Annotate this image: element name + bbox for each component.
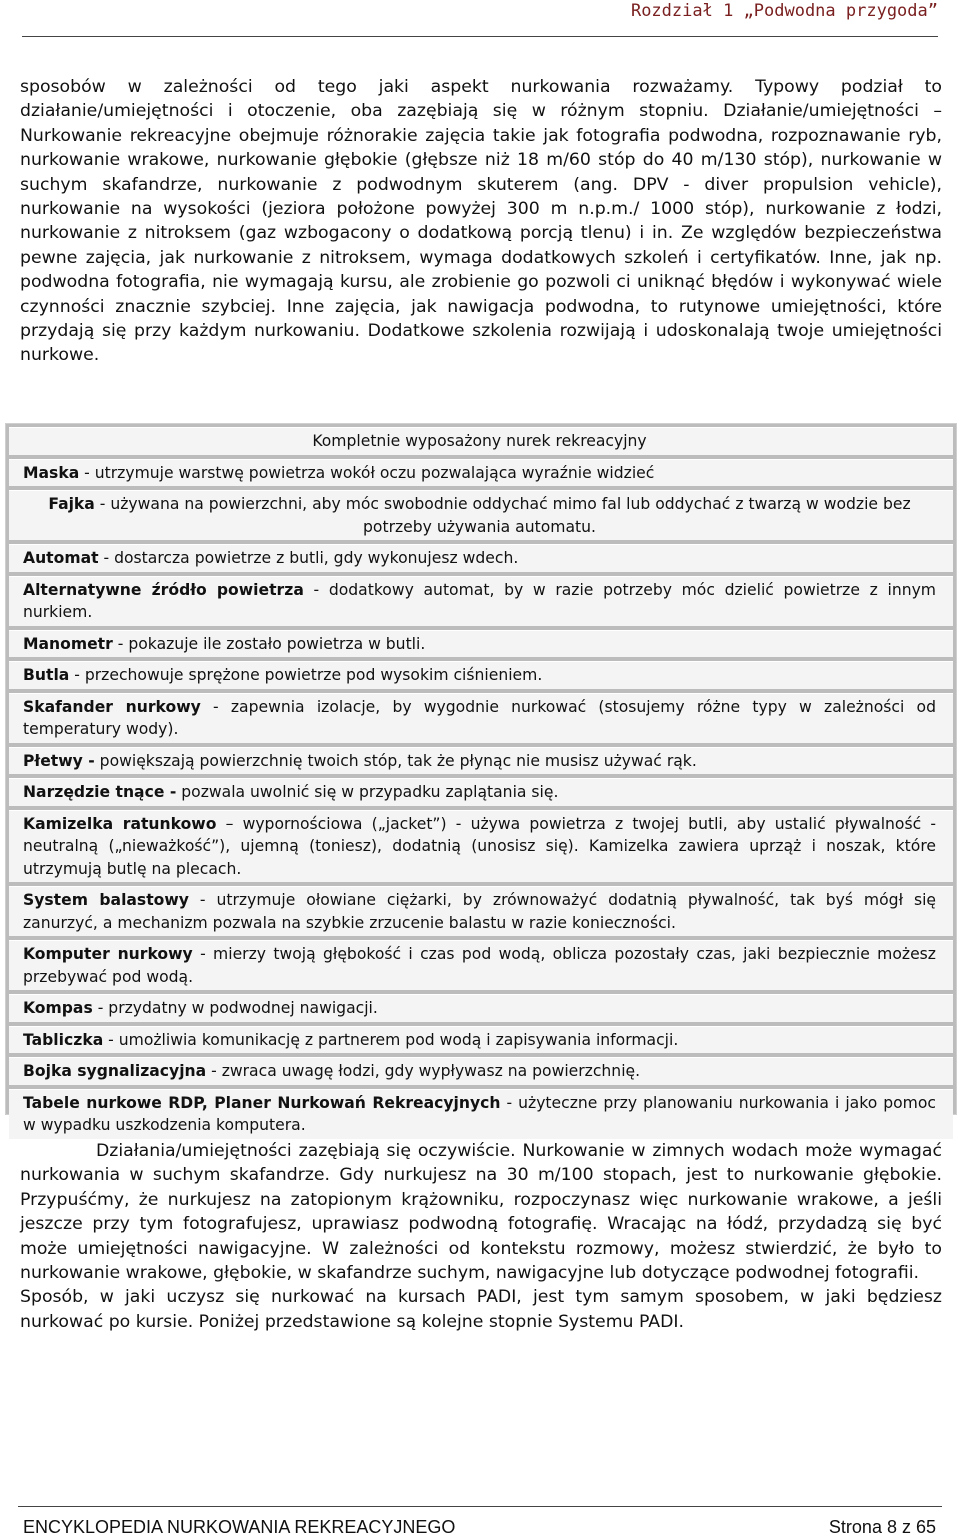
equipment-item-desc: - utrzymuje ołowiane ciężarki, by zrównoważyć dodatnią pływalność, tak byś mógł się zanurzyć, a mechanizm pozwala na szybkie zrzucenie balastu w razie konieczności. [23, 891, 937, 932]
equipment-item-name: Fajka [48, 495, 95, 513]
closing-paragraph-part1: Działania/umiejętności zazębiają się oczywiście. Nurkowanie w zimnych wodach może wymagać nurkowania w suchym skafandrze. Gdy nurkujesz na 30 m/100 stopach, jest to nurkowanie głębokie. Przypuśćmy, że nurkujesz na zatopionym krążowniku, rozpoczynasz więc nurkowanie wrakowe, a jeśli jeszcze przy tym fotografujesz, uprawiasz podwodną fotografię. Wracając na łódź, przydadzą się być może umiejętności nawigacyjne. W zależności od kontekstu rozmowy, możesz stwierdzić, że było to nurkowanie wrakowe, głębokie, w skafandrze suchym, nawigacyjne lub dotyczące podwodnej fotografii. [20, 1141, 942, 1284]
intro-paragraph: sposobów w zależności od tego jaki aspekt nurkowania rozważamy. Typowy podział to działanie/umiejętności i otoczenie, oba zazębiają się w różnym stopniu. Działanie/umiejętności – Nurkowanie rekreacyjne obejmuje różnorakie zajęcia takie jak fotografia podwodna, rozpoznawanie ryb, nurkowanie wrakowe, nurkowanie głębokie (głębsze niż 18 m/60 stóp do 40 m/130 stóp), nurkowanie w suchym skafandrze, nurkowanie z podwodnym skuterem (ang. DPV - diver propulsion vehicle), nurkowanie na wysokości (jeziora położone powyżej 300 m n.p.m./ 1000 stóp), nurkowanie z łodzi, nurkowanie z nitroksem (gaz wzbogacony o dodatkową porcją tlenu) i in. Ze względów bezpieczeństwa pewne zajęcia, jak nurkowanie z nitroksem, wymaga dodatkowych szkoleń i certyfikatów. Inne, jak np. podwodna fotografia, nie wymagają kursu, ale zrobienie go pozwoli ci uniknąć błędów i wykonywać wiele czynności znacznie szybciej. Inne zajęcia, jak nawigacja podwodna, to rutynowe umiejętności, które przydają się przy każdym nurkowaniu. Dodatkowe szkolenia rozwijają i udoskonalają twoje umiejętności nurkowe. [20, 77, 942, 366]
equipment-item-surface-buoy [9, 1057, 953, 1085]
equipment-item-desc: - pokazuje ile zostało powietrza w butli. [112, 634, 426, 653]
equipment-item-cutting-tool [9, 778, 953, 806]
equipment-item-name: Alternatywne źródło powietrza [23, 580, 304, 599]
equipment-item-name: Bojka sygnalizacyjna [23, 1062, 207, 1080]
page-footer [18, 1506, 942, 1535]
equipment-item-name: Butla [23, 666, 70, 684]
equipment-item-name: Manometr [23, 634, 113, 653]
equipment-item-name: Tabliczka [23, 1030, 104, 1049]
equipment-item-name: Komputer nurkowy [23, 945, 193, 963]
equipment-item-desc: - przechowuje sprężone powietrze pod wysokim ciśnieniem. [69, 666, 543, 684]
equipment-item-desc: – wypornościowa („jacket”) - używa powietrza z twojej butli, aby ustalić pływalność - neutralną („nieważkość”), ujemną (toniesz), dodatnią (unosisz się). Kamizelka zawiera uprząż i noszak, które utrzymują butlę na plecach. [23, 814, 936, 878]
equipment-item-alternate-air [9, 576, 953, 626]
equipment-item-dive-tables [9, 1089, 953, 1139]
closing-paragraph-part2: Sposób, w jaki uczysz się nurkować na kursach PADI, jest tym samym sposobem, w jaki będziesz nurkować po kursie. Poniżej przedstawione są kolejne stopnie Systemu PADI. [20, 1287, 942, 1332]
equipment-item-desc: - użyteczne przy planowaniu nurkowania i jako pomoc w wypadku uszkodzenia komputera. [23, 1093, 936, 1134]
equipment-item-name: Kamizelka ratunkowo [23, 814, 217, 833]
footer-page-number: Strona 8 z 65 [828, 1517, 936, 1537]
equipment-item-name: System balastowy [23, 891, 189, 909]
chapter-title: Rozdział 1 „Podwodna przygoda” [630, 1, 938, 21]
equipment-item-snorkel [9, 490, 953, 540]
equipment-item-fins [9, 747, 953, 775]
closing-paragraph [20, 1139, 942, 1334]
equipment-item-name: Kompas [23, 999, 93, 1017]
equipment-item-desc: pozwala uwolnić się w przypadku zaplątania się. [176, 783, 559, 801]
equipment-item-name: Automat [23, 549, 99, 567]
equipment-item-desc: - zwraca uwagę łodzi, gdy wypływasz na powierzchnię. [206, 1062, 641, 1080]
equipment-table [5, 423, 957, 1134]
equipment-item-desc: - mierzy twoją głębokość i czas pod wodą, oblicza pozostały czas, jaki bezpiecznie możesz przebywać pod wodą. [23, 945, 936, 986]
equipment-item-dive-computer [9, 940, 953, 990]
equipment-item-desc: powiększają powierzchnię twoich stóp, tak że płynąc nie musisz używać rąk. [94, 751, 697, 770]
equipment-item-desc: - dostarcza powietrze z butli, gdy wykonujesz wdech. [98, 549, 519, 567]
equipment-item-name: Płetwy - [23, 751, 95, 770]
equipment-item-desc: - przydatny w podwodnej nawigacji. [92, 999, 378, 1017]
equipment-item-name: Narzędzie tnące - [23, 783, 177, 801]
equipment-item-desc: - umożliwia komunikację z partnerem pod wodą i zapisywania informacji. [103, 1030, 679, 1049]
equipment-item-weight-system [9, 886, 953, 936]
footer-publication-title: ENCYKLOPEDIA NURKOWANIA REKREACYJNEGO [23, 1517, 456, 1537]
equipment-table-heading: Kompletnie wyposażony nurek rekreacyjny [9, 427, 953, 455]
equipment-item-desc: - utrzymuje warstwę powietrza wokół oczu pozwalająca wyraźnie widzieć [79, 463, 655, 482]
equipment-item-slate [9, 1026, 953, 1054]
equipment-item-desc: - dodatkowy automat, by w razie potrzeby móc dzielić powietrze z innym nurkiem. [23, 580, 936, 621]
equipment-item-name: Skafander nurkowy [23, 697, 201, 716]
equipment-item-name: Tabele nurkowe RDP, Planer Nurkowań Rekreacyjnych [23, 1093, 501, 1112]
equipment-item-gauge [9, 630, 953, 658]
equipment-item-exposure-suit [9, 693, 953, 743]
equipment-item-mask [9, 459, 953, 487]
equipment-item-desc: - zapewnia izolacje, by wygodnie nurkować (stosujemy różne typy w zależności od temperatury wody). [23, 697, 936, 738]
equipment-item-regulator [9, 544, 953, 572]
equipment-item-bcd [9, 810, 953, 883]
equipment-item-cylinder [9, 661, 953, 689]
equipment-item-compass [9, 994, 953, 1022]
page-header [22, 0, 938, 37]
equipment-item-name: Maska [23, 463, 80, 482]
equipment-item-desc: - używana na powierzchni, aby móc swobodnie oddychać mimo fal lub oddychać z twarzą w wodzie bez potrzeby używania automatu. [94, 495, 911, 536]
